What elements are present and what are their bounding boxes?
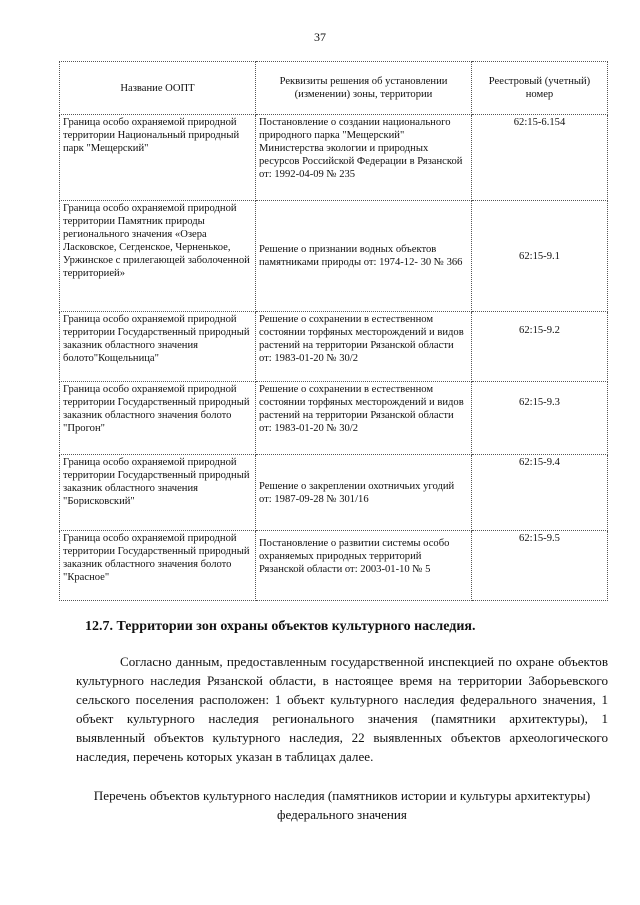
cell-name: Граница особо охраняемой природной территории Государственный природный заказник областного значения "Борисковский" [60,455,256,531]
cell-name: Граница особо охраняемой природной территории Государственный природный заказник областного значения болото "Прогон" [60,382,256,455]
cell-details: Постановление о развитии системы особо охраняемых природных территорий Рязанской области от: 2003-01-10 № 5 [256,531,472,601]
page-number: 37 [314,30,326,44]
table-row [60,382,608,455]
cell-details: Решение о признании водных объектов памятниками природы от: 1974-12- 30 № 366 [256,201,472,312]
cell-name: Граница особо охраняемой природной территории Государственный природный заказник областного значения болото"Кощельница" [60,312,256,382]
cell-details: Постановление о создании национального природного парка "Мещерский" Министерства экологии и природных ресурсов Российской Федерации в Рязанской от: 1992-04-09 № 235 [256,115,472,201]
cell-number: 62:15-9.1 [472,201,608,312]
header-number: Реестровый (учетный) номер [472,62,608,115]
table-row [60,455,608,531]
table-row [60,201,608,312]
table-row [60,115,608,201]
table-row [60,531,608,601]
paragraph-text: Согласно данным, предоставленным государственной инспекцией по охране объектов культурного наследия Рязанской области, в настоящее время на территории Заборьевского сельского поселения расположен: 1 объект культурного наследия федерального значения, 1 объект культурного наследия регионального значения (памятники архитектуры), 1 выявленный объектов культурного наследия, 22 выявленных объектов археологического наследия, перечень которых указан в таблицах далее. [76,654,608,764]
cell-details: Решение о сохранении в естественном состоянии торфяных месторождений и видов растений на территории Рязанской области от: 1983-01-20 № 30/2 [256,312,472,382]
cell-name: Граница особо охраняемой природной территории Государственный природный заказник областного значения болото "Красное" [60,531,256,601]
cell-details: Решение о закреплении охотничьих угодий от: 1987-09-28 № 301/16 [256,455,472,531]
table-row [60,312,608,382]
cell-number: 62:15-9.2 [472,312,608,382]
cell-name: Граница особо охраняемой природной территории Национальный природный парк "Мещерский" [60,115,256,201]
header-details: Реквизиты решения об установлении (изменении) зоны, территории [256,62,472,115]
cell-number: 62:15-9.4 [472,455,608,531]
cell-details: Решение о сохранении в естественном состоянии торфяных месторождений и видов растений на территории Рязанской области от: 1983-01-20 № 30/2 [256,382,472,455]
list-title: Перечень объектов культурного наследия (памятников истории и культуры архитектуры) федерального значения [93,788,591,822]
cell-number: 62:15-9.3 [472,382,608,455]
protected-areas-table [59,61,608,601]
cell-number: 62:15-6.154 [472,115,608,201]
cell-name: Граница особо охраняемой природной территории Памятник природы регионального значения «Озера Ласковское, Сегденское, Черненькое, Уржинское с прилегающей заболоченной территорией» [60,201,256,312]
section-heading: 12.7. Территории зон охраны объектов культурного наследия. [85,619,476,634]
cell-number: 62:15-9.5 [472,531,608,601]
table-header-row [60,62,608,115]
header-name: Название ООПТ [60,62,256,115]
section-paragraph [76,652,608,766]
